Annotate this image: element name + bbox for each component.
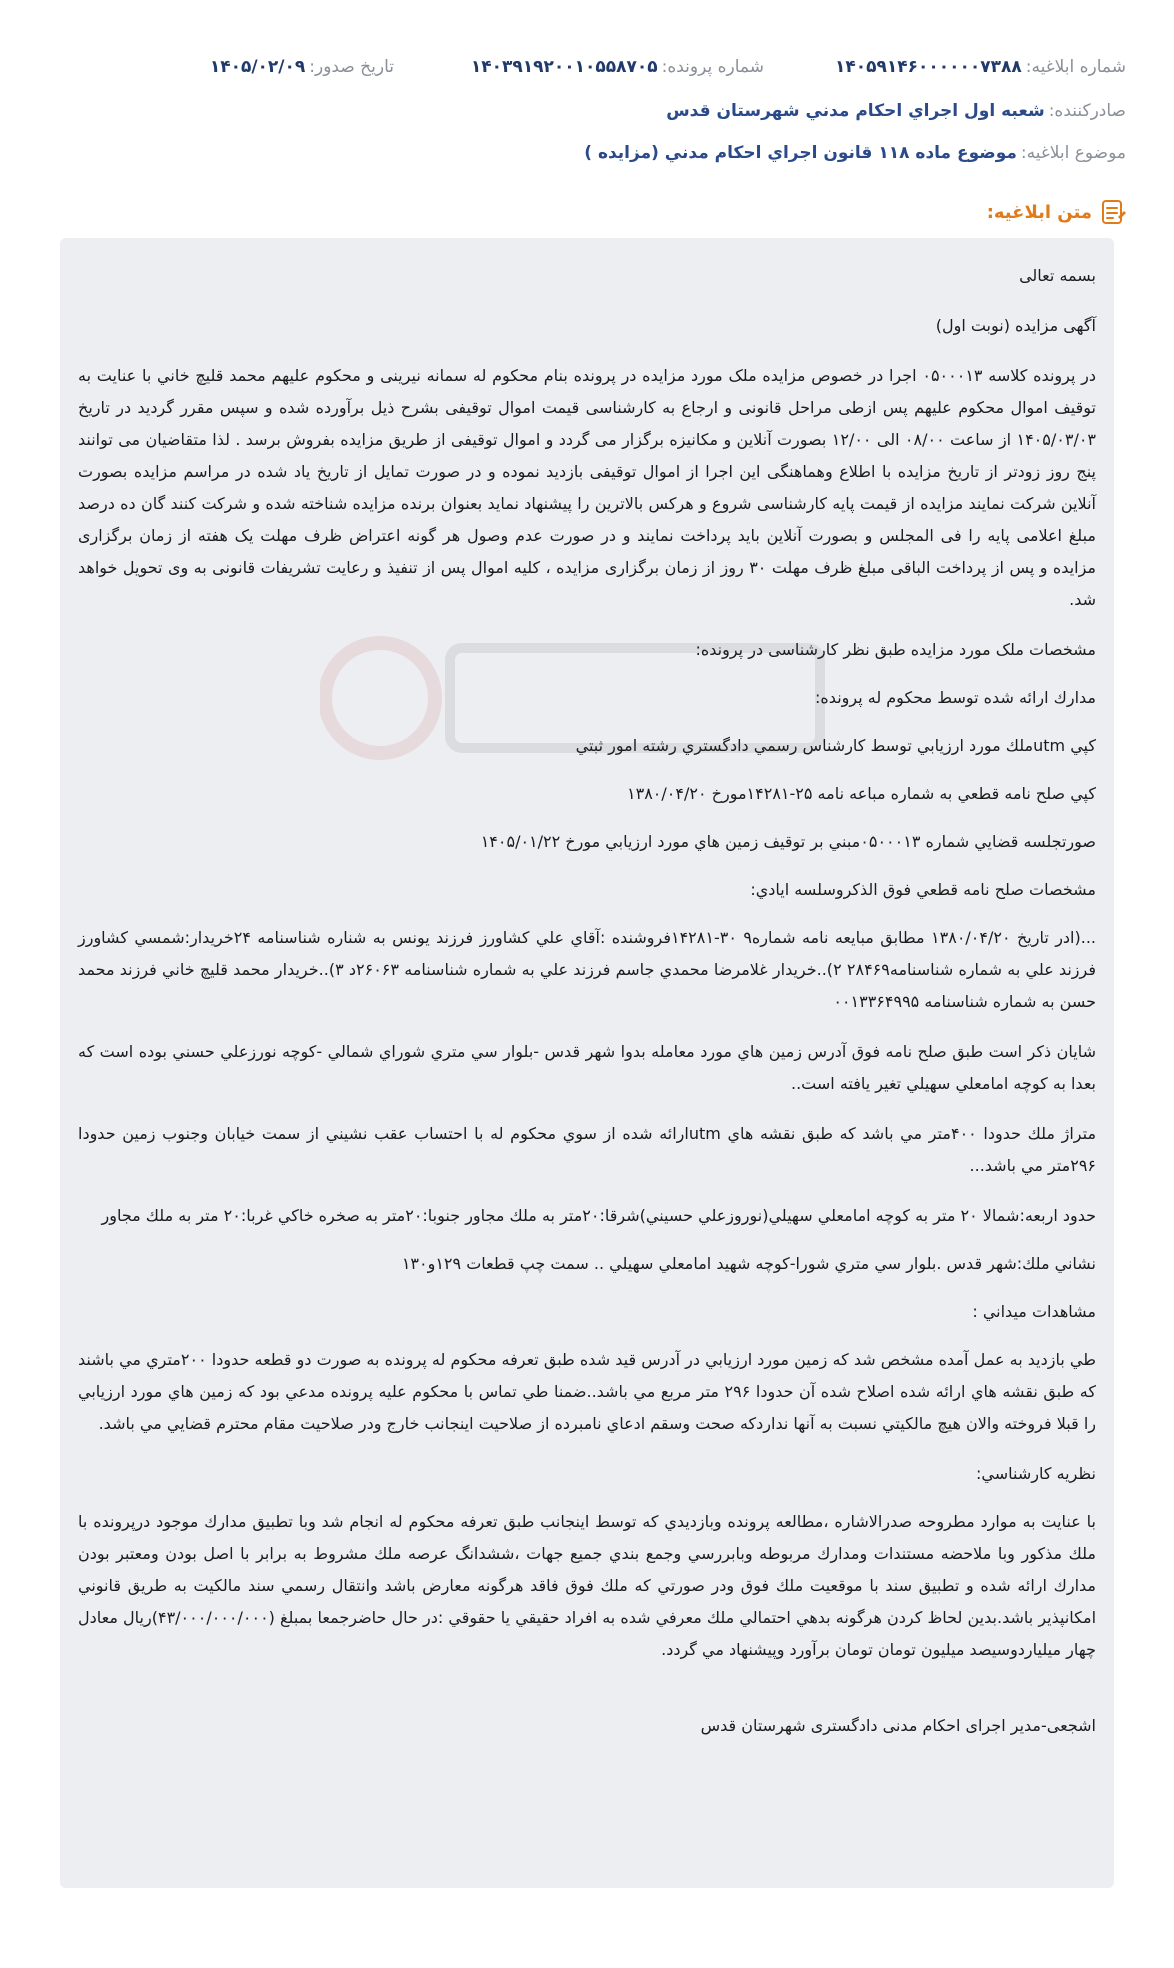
body-salutation: بسمه تعالی [1019, 266, 1096, 285]
issue-date [210, 57, 394, 77]
subject-value: موضوع ماده ۱۱۸ قانون اجراي احكام مدني (مزايده ) [584, 143, 1017, 163]
notice-content [60, 238, 1114, 1888]
body-paragraph: با عنايت به موارد مطروحه صدرالاشاره ،مطالعه پرونده وبازديدي كه توسط اينجانب طبق تعرفه محكوم له انجام شد وبا تطبيق مدارك موجود درپرونده با ملك مذكور وبا ملاحضه مستندات ومدارك مربوطه وبابررسي وجمع بندي جميع جهات ،ششدانگ عرصه ملك مشروط به برابر با اصل بودن ومعتبر بودن مدارك ارائه شده و تطبيق سند با موقعيت ملك فوق ودر صورتي كه ملك فوق فاقد هرگونه معارض باشد وانتقال رسمي سند مالكيت به طريق قانوني امكانپذير باشد.بدين لحاظ كردن هرگونه بدهي احتمالي ملك معرفي شده به افراد حقيقي يا حقوقي :در حال حاضرجمعا بمبلغ (۴۳/۰۰۰/۰۰۰/۰۰۰)ريال معادل چهار ميلياردوسيصد ميليون تومان تومان برآورد وپيشنهاد مي گردد. [78, 1512, 1097, 1659]
notice-number [835, 57, 1126, 77]
notice-meta-row [48, 50, 1126, 84]
body-heading: آگهی مزایده (نوبت اول) [935, 316, 1096, 335]
subject-label: موضوع ابلاغیه: [1020, 143, 1126, 163]
body-paragraph: نشاني ملك:شهر قدس .بلوار سي متري شورا-كوچه شهيد امامعلي سهيلي .. سمت چپ قطعات ۱۲۹و۱۳۰ [401, 1254, 1096, 1273]
body-paragraph: مدارك ارائه شده توسط محكوم له پرونده: [815, 688, 1096, 707]
issuer-label: صادرکننده: [1048, 101, 1126, 121]
body-paragraph: حدود اربعه:شمالا ۲۰ متر به كوچه امامعلي سهيلي(نوروزعلي حسيني)شرقا:۲۰متر به ملك مجاور جنوبا:۲۰متر به صخره خاكي غربا:۲۰ متر به ملك مجاور [101, 1206, 1096, 1225]
section-title: متن ابلاغیه: [986, 201, 1092, 223]
body-paragraph: كپي utmملك مورد ارزيابي توسط كارشناس رسمي دادگستري رشته امور ثبتي [575, 736, 1096, 755]
body-paragraph: صورتجلسه قضايي شماره ۰۵۰۰۰۱۳مبني بر توقيف زمين هاي مورد ارزيابي مورخ ۱۴۰۵/۰۱/۲۲ [480, 832, 1096, 851]
issue-date-label: تاریخ صدور: [309, 57, 394, 77]
issuer-value: شعبه اول اجراي احكام مدني شهرستان قدس [666, 101, 1045, 121]
body-paragraph: طي بازديد به عمل آمده مشخص شد كه زمين مورد ارزيابي در آدرس قيد شده طبق تعرفه محكوم له پرونده به صورت دو قطعه حدودا ۲۰۰متري مي باشند كه طبق نقشه هاي ارائه شده اصلاح شده آن حدودا ۲۹۶ متر مربع مي باشد..ضمنا طي تماس با محكوم عليه پرونده مدعي بود كه زمين هاي مورد ارزيابي را قبلا فروخته والان هيچ مالكيتي نسبت به آنها ندارد‌كه صحت وسقم ادعاي نامبرده از صلاحيت اينجانب خارج ودر صلاحيت مقام محترم قضايي مي باشد. [78, 1350, 1096, 1433]
body-paragraph: در پرونده کلاسه ۰۵۰۰۰۱۳ اجرا در خصوص مزایده ملک مورد مزایده در پرونده بنام محکوم له سمانه نیرینی و محکوم علیهم محمد قلیچ خاني با عنایت به توقیف اموال محکوم علیهم پس ازطی مراحل قانونی و ارجاع به کارشناسی قیمت اموال توقیفی بشرح ذیل برآورده شده و سپس مقرر گردید در تاریخ ۱۴۰۵/۰۳/۰۳ از ساعت ۰۸/۰۰ الی ۱۲/۰۰ بصورت آنلاین و مکانیزه برگزار می گردد و اموال توقیفی از طریق مزایده بفروش برسد . لذا متقاضیان می توانند پنج روز زودتر از تاریخ مزایده با اطلاع وهماهنگی این اجرا از اموال توقیفی بازدید نموده و در صورت تمایل از تاریخ یاد شده در مراسم مزایده بصورت آنلاین شرکت نمایند مزایده از قیمت پایه کارشناسی شروع و هرکس بالاترین را پیشنهاد نماید بعنوان برنده مزایده شناخته شده و شرکت کنند گان ده درصد مبلغ اعلامی پایه را فی المجلس و بصورت آنلاین باید پرداخت نمایند و در صورت عدم وصول هر گونه اعتراض ظرف مهلت یک هفته از زمان برگزاری مزایده و پس از پرداخت الباقی مبلغ ظرف مهلت ۳۰ روز از زمان برگزاری مزایده ، کلیه اموال پس از تنفیذ و رعایت تشریفات قانونی به وی تحویل خواهد شد. [78, 366, 1097, 609]
notice-number-value: ۱۴۰۵۹۱۴۶۰۰۰۰۰۰۷۳۸۸ [834, 57, 1022, 77]
body-paragraph: مشاهدات ميداني : [972, 1302, 1096, 1321]
body-paragraph: ...(ادر تاريخ ۱۳۸۰/۰۴/۲۰ مطابق مبايعه نامه شماره۹ ۳۰-۱۴۲۸۱فروشنده :آقاي علي كشاورز فرزند يونس به شناره شناسنامه ۲۴خريدار:شمسي كشاورز فرزند علي به شماره شناسنامه۲۸۴۶۹ ۲)..خريدار غلامرضا محمدي جاسم فرزند علي به شماره شناسنامه ۲۶۰۶۳د ۳)..خريدار محمد قليچ خاني فرزند محمد حسن به شماره شناسنامه ۰۰۱۳۳۶۴۹۹۵ [78, 928, 1097, 1011]
notice-text-heading [987, 198, 1126, 226]
body-paragraph: شايان ذكر است طبق صلح نامه فوق آدرس زمين هاي مورد معامله بدوا شهر قدس -بلوار سي متري شوراي شمالي -كوچه نورزعلي حسني بوده است كه بعدا به كوچه امامعلي سهيلي تغير يافته است.. [78, 1042, 1096, 1093]
body-signature: اشجعی-مدیر اجرای احکام مدنی دادگستری شهرستان قدس [700, 1716, 1096, 1735]
notice-number-label: شماره ابلاغیه: [1025, 57, 1126, 77]
issuer-row [48, 94, 1126, 128]
body-paragraph: متراژ ملك حدودا ۴۰۰متر مي باشد كه طبق نقشه هاي utmارائه شده از سوي محكوم له با احتساب عقب نشيني از سمت خيابان وجنوب زمين حدودا ۲۹۶متر مي باشد... [78, 1124, 1097, 1175]
case-number-label: شماره پرونده: [661, 57, 764, 77]
case-number [471, 57, 764, 77]
subject-row [48, 136, 1126, 170]
document-text-icon [1100, 198, 1126, 226]
body-paragraph: مشخصات صلح نامه قطعي فوق الذكروسلسه ايادي: [750, 880, 1096, 899]
body-paragraph: مشخصات ملک مورد مزایده طبق نظر کارشناسی در پرونده: [695, 640, 1096, 659]
body-paragraph: كپي صلح نامه قطعي به شماره مباعه نامه ۲۵-۱۴۲۸۱مورخ ۱۳۸۰/۰۴/۲۰ [627, 784, 1096, 803]
issue-date-value: ۱۴۰۵/۰۲/۰۹ [209, 57, 306, 77]
body-paragraph: نظريه كارشناسي: [976, 1464, 1096, 1483]
case-number-value: ۱۴۰۳۹۱۹۲۰۰۱۰۵۵۸۷۰۵ [470, 57, 658, 77]
